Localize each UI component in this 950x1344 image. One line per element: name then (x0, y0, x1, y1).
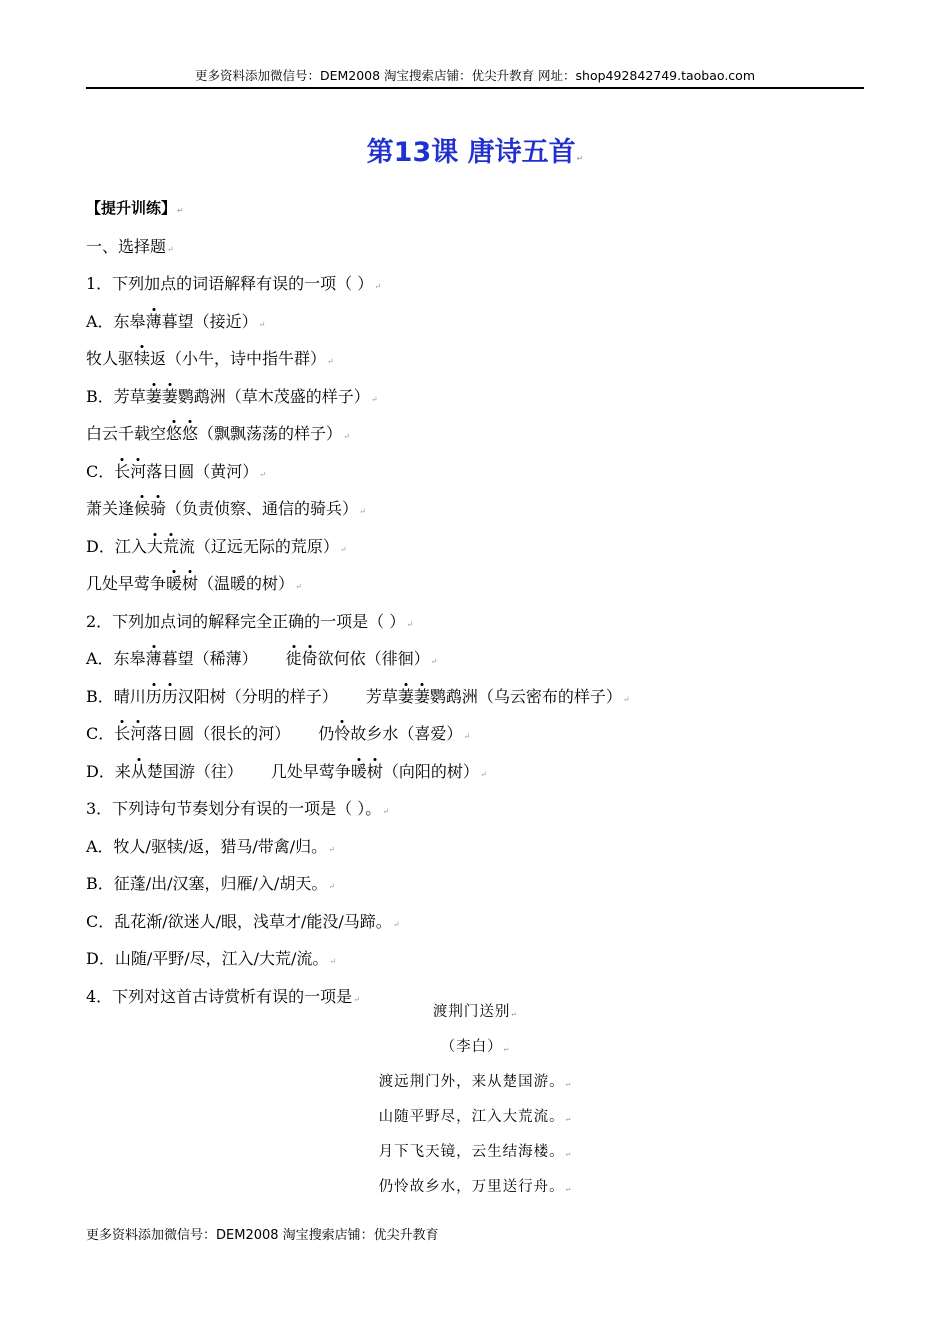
lesson-title (0, 134, 950, 178)
dotted-char: 萋 (161, 386, 178, 406)
dotted-char: 历 (161, 686, 178, 706)
dotted-char: 大 (146, 536, 163, 556)
poem-author: （李白）↵ (440, 1039, 510, 1055)
dotted-char: 犊 (134, 349, 151, 368)
q1-option-a-line2: 牧人驱犊返（小牛，诗中指牛群）↵ (86, 349, 334, 368)
dotted-char: 暖 (166, 574, 183, 593)
q3-option-c: C．乱花渐/欲迷人/眼，浅草才/能没/马蹄。↵ (86, 911, 400, 931)
q2-option-a: A．东皋薄暮望（稀薄） 徙倚欲何依（徘徊）↵ (86, 649, 438, 668)
q1-option-b-line1: B．芳草萋萋鹦鹉洲（草木茂盛的样子）↵ (86, 386, 378, 406)
dotted-char: 悠 (182, 424, 199, 443)
dotted-char: 薄 (145, 311, 162, 331)
poem-line: 仍怜故乡水，万里送行舟。↵ (378, 1179, 572, 1195)
dotted-char: 树 (182, 574, 199, 593)
dotted-char: 萋 (397, 686, 414, 706)
page-footer: 更多资料添加微信号：DEM2008 淘宝搜索店铺：优尖升教育 (86, 1228, 439, 1243)
q2-option-b: B．晴川历历汉阳树（分明的样子） 芳草萋萋鹦鹉洲（乌云密布的样子）↵ (86, 686, 630, 706)
q3-option-b: B．征蓬/出/汉塞，归雁/入/胡天。↵ (86, 874, 336, 893)
dotted-char: 河 (130, 724, 147, 743)
q1-option-c-line2: 萧关逢候骑（负责侦察、通信的骑兵）↵ (86, 499, 366, 518)
section-heading: 【提升训练】↵ (86, 199, 184, 217)
dotted-char: 长 (114, 461, 131, 481)
dotted-char: 候 (134, 499, 151, 518)
dotted-char: 历 (145, 686, 162, 706)
q2-option-d: D．来从楚国游（往） 几处早莺争暖树（向阳的树）↵ (86, 761, 487, 781)
part-heading: 一、选择题↵ (86, 236, 174, 256)
dotted-char: 长 (114, 724, 131, 743)
dotted-char: 河 (130, 461, 147, 481)
question-2-stem: 2．下列加点词的解释完全正确的一项是（ ）↵ (86, 611, 413, 631)
dotted-char: 荒 (162, 536, 179, 556)
page-header: 更多资料添加微信号：DEM2008 淘宝搜索店铺：优尖升教育 网址：shop492842749.taobao.com (194, 68, 756, 83)
paragraph-mark: ↵ (576, 154, 584, 163)
dotted-char: 暖 (350, 761, 367, 781)
q1-option-d-line2: 几处早莺争暖树（温暖的树）↵ (86, 574, 302, 593)
q2-option-c: C．长河落日圆（很长的河） 仍怜故乡水（喜爱）↵ (86, 724, 471, 743)
dotted-char: 怜 (334, 724, 351, 743)
poem-line: 山随平野尽，江入大荒流。↵ (378, 1109, 572, 1125)
q1-option-d-line1: D．江入大荒流（辽远无际的荒原）↵ (86, 536, 347, 556)
question-1-stem: 1．下列加点的词语解释有误的一项（ ）↵ (86, 274, 381, 293)
q3-option-a: A．牧人/驱犊/返，猎马/带禽/归。↵ (86, 836, 335, 856)
q3-option-d: D．山随/平野/尽，江入/大荒/流。↵ (86, 949, 337, 968)
dotted-char: 从 (130, 761, 147, 781)
document-body (86, 190, 866, 1015)
poem-title: 渡荆门送别↵ (432, 1004, 518, 1020)
dotted-char: 萋 (145, 386, 162, 406)
dotted-char: 悠 (166, 424, 183, 443)
dotted-char: 倚 (301, 649, 318, 668)
dotted-char: 骑 (150, 499, 167, 518)
poem-block (0, 995, 950, 1205)
question-3-stem: 3．下列诗句节奏划分有误的一项是（ ）。↵ (86, 799, 389, 818)
header-divider (86, 87, 864, 89)
poem-line: 月下飞天镜，云生结海楼。↵ (378, 1144, 572, 1160)
dotted-char: 薄 (145, 649, 162, 668)
q1-option-c-line1: C．长河落日圆（黄河）↵ (86, 461, 266, 481)
q1-option-a-line1: A．东皋薄暮望（接近）↵ (86, 311, 266, 331)
dotted-char: 树 (366, 761, 383, 781)
question-4-stem: 4．下列对这首古诗赏析有误的一项是↵ (86, 986, 360, 1006)
dotted-char: 徙 (285, 649, 302, 668)
q1-option-b-line2: 白云千载空悠悠（飘飘荡荡的样子）↵ (86, 424, 350, 443)
poem-line: 渡远荆门外，来从楚国游。↵ (378, 1074, 572, 1090)
dotted-char: 萋 (413, 686, 430, 706)
lesson-title-text: 第13课 唐诗五首 (366, 137, 576, 168)
